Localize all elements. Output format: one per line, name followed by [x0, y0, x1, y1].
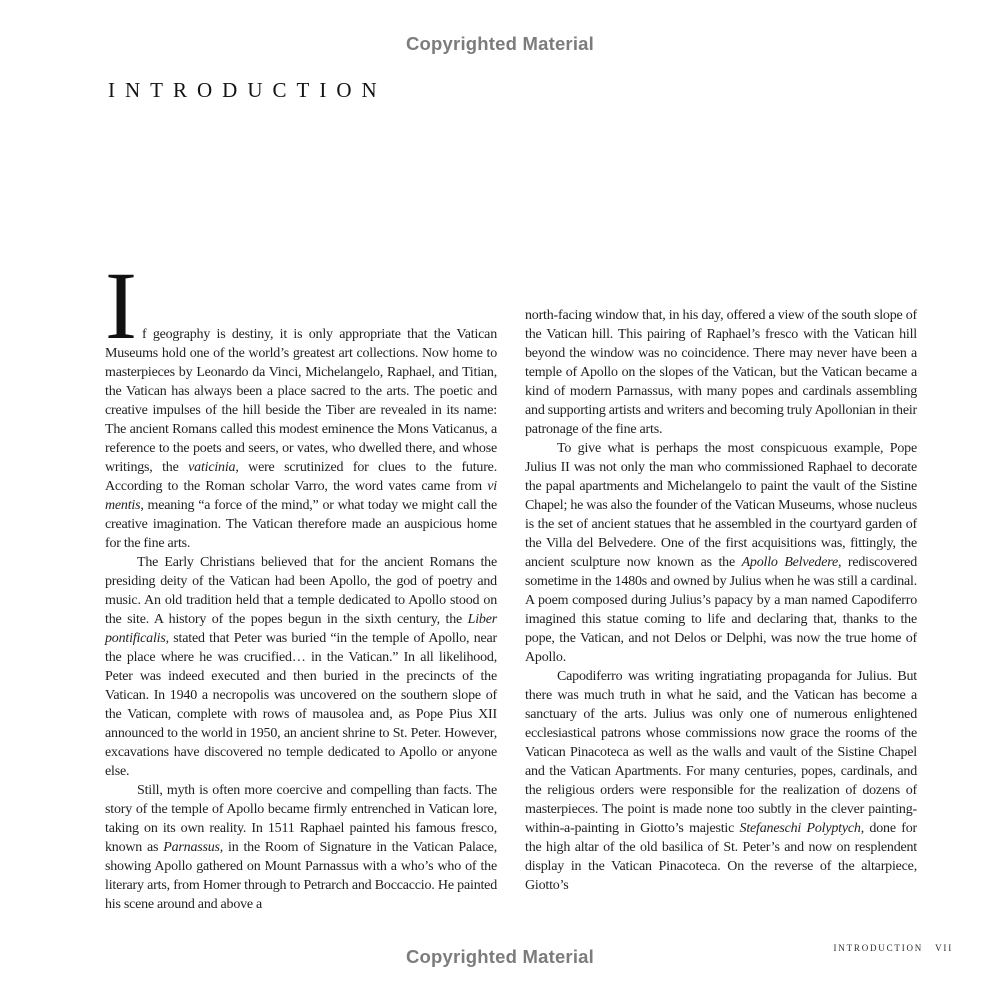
- text-run: Still, myth is often more coercive and compelling than facts. The story of the temple of Apollo became firmly entrenched in Vatican lore, taking on its own reality. In 1511 Raphael painted his famous fresco, known as: [105, 783, 497, 855]
- text-run: north-facing window that, in his day, offered a view of the south slope of the Vatican hill. This pairing of Raphael’s fresco with the Vatican hill beyond the window was no coincidence. There may never have been a temple of Apollo on the slopes of the Vatican, but the Vatican became a kind of modern Parnassus, with many popes and cardinals assembling and supporting artists and writers and becoming truly Apollonian in their patronage of the fine arts.: [525, 308, 917, 437]
- drop-cap-initial: I: [105, 252, 137, 359]
- text-run: The Early Christians believed that for the ancient Romans the presiding deity of the Vatican had been Apollo, the god of poetry and music. An old tradition held that a temple dedicated to Apollo stood on the site. A history of the popes begun in the sixth century, the: [105, 555, 497, 627]
- copyright-watermark-top: Copyrighted Material: [406, 33, 594, 54]
- text-run: , rediscovered sometime in the 1480s and owned by Julius when he was still a cardinal. A poem composed during Julius’s papacy by a man named Capodiferro imagined this statue coming to life and declaring that, thanks to the pope, the Vatican, and not Delos or Delphi, was now the true home of Apollo.: [525, 555, 917, 665]
- footer-page-number: VII: [935, 943, 953, 953]
- text-columns: [105, 252, 917, 914]
- italic-text-run: Stefaneschi Polyptych: [739, 821, 861, 836]
- italic-text-run: vaticinia: [188, 460, 236, 475]
- text-run: , stated that Peter was buried “in the temple of Apollo, near the place where he was crucified… in the Vatican.” In all likelihood, Peter was indeed executed and then buried in the precincts of the Vatican. In 1940 a necropolis was uncovered on the southern slope of the Vatican, complete with rows of mausolea and, as Pope Pius XII announced to the world in 1950, an ancient shrine to St. Peter. However, excavations have discovered no temple dedicated to Apollo or anyone else.: [105, 631, 497, 779]
- italic-text-run: Parnassus: [163, 840, 220, 855]
- text-run: , were scrutinized for clues to the future. According to the Roman scholar Varro, the word vates came from: [105, 460, 497, 494]
- text-run: , done for the high altar of the old basilica of St. Peter’s and now on resplendent display in the Vatican Pinacoteca. On the reverse of the altarpiece, Giotto’s: [525, 821, 917, 893]
- text-run: , meaning “a force of the mind,” or what today we might call the creative imagination. The Vatican therefore made an auspicious home for the fine arts.: [105, 498, 497, 551]
- text-run: Capodiferro was writing ingratiating propaganda for Julius. But there was much truth in what he said, and the Vatican has become a sanctuary of the arts. Julius was only one of numerous enlightened ecclesiastical patrons whose commissions now grace the rooms of the Vatican Pinacoteca as well as the walls and vault of the Sistine Chapel and the Vatican Apartments. For many centuries, popes, cardinals, and the religious orders were responsible for the realization of dozens of masterpieces. The point is made none too subtly in the clever painting-within-a-painting in Giotto’s majestic: [525, 669, 917, 836]
- text-run: , in the Room of Signature in the Vatican Palace, showing Apollo gathered on Mount Parnassus with a who’s who of the literary arts, from Homer through to Petrarch and Boccaccio. He painted his scene around and above a: [105, 840, 497, 912]
- paragraph: [105, 252, 497, 553]
- paragraph: [105, 553, 497, 781]
- paragraph: [105, 781, 497, 914]
- paragraph: [525, 439, 917, 667]
- footer-chapter-label: INTRODUCTION: [833, 943, 924, 953]
- italic-text-run: vi mentis: [105, 479, 497, 513]
- text-column-left: [105, 252, 497, 914]
- text-run: f geography is destiny, it is only appropriate that the Vatican Museums hold one of the world’s greatest art collections. Now home to masterpieces by Leonardo da Vinci, Michelangelo, Raphael, and Titian, the Vatican has always been a place sacred to the arts. The poetic and creative impulses of the hill beside the Tiber are revealed in its name: The ancient Romans called this modest eminence the Mons Vaticanus, a reference to the poets and seers, or vates, who dwelled there, and whose writings, the: [105, 327, 497, 475]
- text-run: To give what is perhaps the most conspicuous example, Pope Julius II was not only the man who commissioned Raphael to decorate the papal apartments and Michelangelo to paint the vault of the Sistine Chapel; he was also the founder of the Vatican Museums, whose nucleus is the set of ancient statues that he assembled in the courtyard garden of the Villa del Belvedere. One of the first acquisitions was, fittingly, the ancient sculpture now known as the: [525, 441, 917, 570]
- italic-text-run: Apollo Belvedere: [741, 555, 838, 570]
- paragraph: [525, 306, 917, 439]
- text-column-right: [525, 306, 917, 914]
- paragraph: [525, 667, 917, 895]
- chapter-heading: INTRODUCTION: [108, 78, 387, 102]
- copyright-watermark-bottom: Copyrighted Material: [406, 946, 594, 967]
- italic-text-run: Liber pontificalis: [105, 612, 497, 646]
